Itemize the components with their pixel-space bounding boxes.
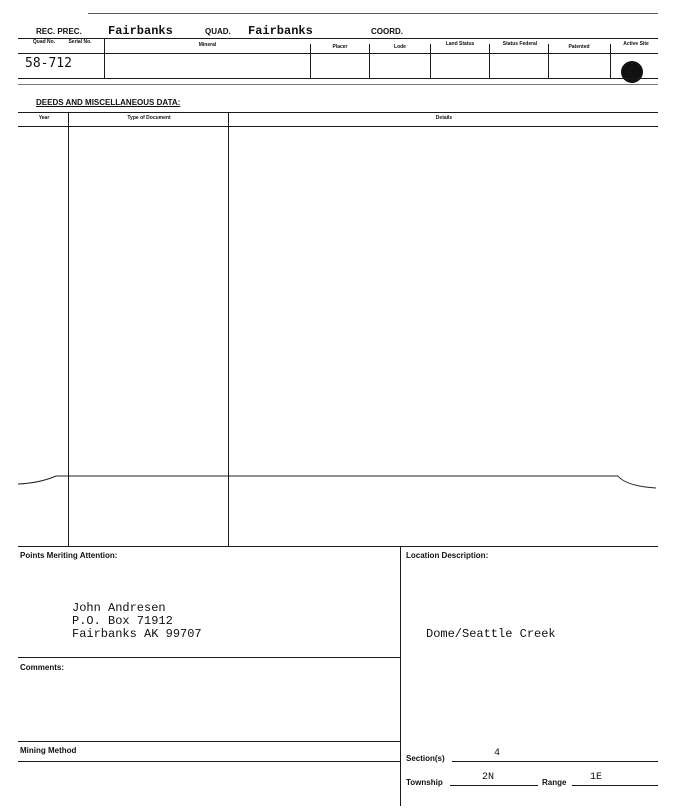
col-placer: Placer [332, 44, 348, 50]
section-underline [452, 761, 658, 762]
deeds-bottom-line [18, 546, 658, 547]
coord-label: COORD. [371, 27, 403, 36]
location-label: Location Description: [406, 551, 489, 560]
township-value: 2N [482, 772, 495, 783]
rec-prec-label: REC. PREC. [36, 27, 82, 36]
comments-label: Comments: [20, 663, 65, 672]
range-value: 1E [590, 772, 603, 783]
header-line [18, 38, 658, 39]
divider [369, 44, 370, 78]
col-status-federal: Status Federal [502, 41, 538, 47]
township-underline [450, 785, 538, 786]
mining-method-label: Mining Method [20, 746, 77, 755]
quad-serial-value: 58-712 [25, 56, 72, 71]
header-label-line [18, 53, 658, 54]
bottom-col-divider [400, 546, 401, 806]
points-text: John Andresen P.O. Box 71912 Fairbanks AK 99707 [72, 601, 202, 641]
col-land-status: Land Status [445, 41, 475, 47]
section-value: 4 [494, 748, 501, 759]
col-patented: Patented [568, 44, 590, 50]
location-value: Dome/Seattle Creek [426, 627, 556, 641]
range-underline [572, 785, 658, 786]
col-type: Type of Document [127, 115, 171, 121]
rec-prec-value: Fairbanks [108, 24, 173, 38]
deeds-title: DEEDS AND MISCELLANEOUS DATA: [36, 98, 181, 107]
col-lode: Lode [394, 44, 406, 50]
divider [610, 44, 611, 78]
col-active-site: Active Site [623, 41, 649, 47]
points-bottom-line [18, 657, 400, 658]
deeds-header-line [18, 126, 658, 127]
comments-bottom-line [18, 741, 400, 742]
divider [430, 44, 431, 78]
mining-method-line [18, 761, 400, 762]
splice-line [0, 470, 678, 494]
col-details: Details [435, 115, 453, 121]
deeds-top-line [18, 112, 658, 113]
col-quad-no: Quad No. [32, 39, 56, 45]
points-label: Points Meriting Attention: [20, 551, 118, 560]
divider [104, 38, 105, 78]
range-label: Range [542, 778, 567, 787]
header-bottom-line-2 [18, 84, 658, 85]
top-line [88, 13, 658, 14]
col-mineral: Mineral [198, 42, 217, 48]
quad-value: Fairbanks [248, 24, 313, 38]
active-site-dot [621, 61, 643, 83]
col-serial-no: Serial No. [68, 39, 92, 45]
quad-label: QUAD. [205, 27, 231, 36]
divider [489, 44, 490, 78]
col-year: Year [38, 115, 50, 121]
divider [548, 44, 549, 78]
header-bottom-line [18, 78, 658, 79]
township-label: Township [406, 778, 443, 787]
divider [310, 44, 311, 78]
section-label: Section(s) [406, 754, 445, 763]
